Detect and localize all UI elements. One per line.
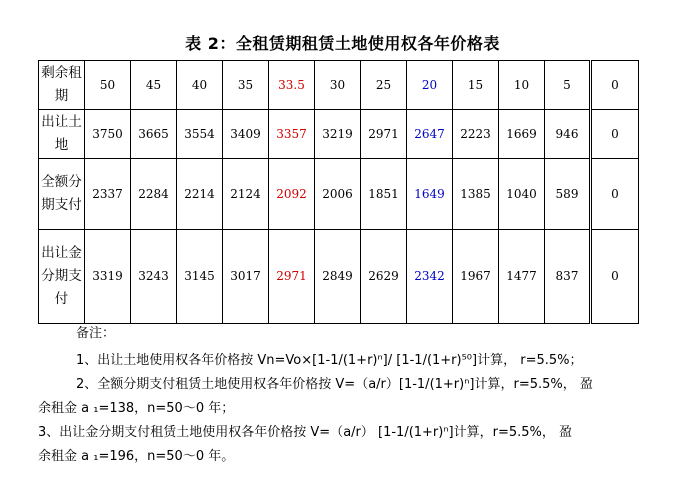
note-line: 余租金 a ₁=196，n=50～0 年。 — [38, 449, 235, 464]
table-cell: 3357 — [269, 110, 315, 159]
table-header-row — [39, 61, 639, 110]
table-cell: 0 — [591, 159, 639, 230]
note-line: 1、出让土地使用权各年价格按 Vn=Vo×[1-1/(1+r)ⁿ]/ [1-1/(1+r)⁵⁰]计算， r=5.5%； — [76, 353, 583, 368]
header-cell: 10 — [499, 61, 545, 110]
table-cell: 3319 — [85, 230, 131, 324]
table-cell: 3219 — [315, 110, 361, 159]
table-cell: 2337 — [85, 159, 131, 230]
note-line: 余租金 a ₁=138，n=50～0 年； — [38, 401, 235, 416]
table-cell: 589 — [545, 159, 591, 230]
table-cell: 2284 — [131, 159, 177, 230]
row-label: 出让土地 — [39, 110, 85, 159]
header-cell: 33.5 — [269, 61, 315, 110]
table-cell: 3750 — [85, 110, 131, 159]
table-cell: 837 — [545, 230, 591, 324]
table-cell: 1649 — [407, 159, 453, 230]
table-cell: 2647 — [407, 110, 453, 159]
header-cell: 40 — [177, 61, 223, 110]
row-label: 出让金分期支付 — [39, 230, 85, 324]
table-row — [39, 159, 639, 230]
table-title: 表 2：全租赁期租赁土地使用权各年价格表 — [185, 34, 500, 53]
header-cell: 20 — [407, 61, 453, 110]
table-cell: 2971 — [361, 110, 407, 159]
table-cell: 0 — [591, 230, 639, 324]
table-cell: 2849 — [315, 230, 361, 324]
table-cell: 3409 — [223, 110, 269, 159]
table-cell: 2214 — [177, 159, 223, 230]
notes-heading: 备注： — [76, 326, 116, 341]
table-cell: 3243 — [131, 230, 177, 324]
header-cell: 15 — [453, 61, 499, 110]
table-row — [39, 230, 639, 324]
table-row — [39, 110, 639, 159]
table-cell: 3017 — [223, 230, 269, 324]
table-cell: 1477 — [499, 230, 545, 324]
row-label: 全额分期支付 — [39, 159, 85, 230]
header-cell: 35 — [223, 61, 269, 110]
table-cell: 2006 — [315, 159, 361, 230]
table-cell: 2342 — [407, 230, 453, 324]
header-cell: 50 — [85, 61, 131, 110]
header-cell: 5 — [545, 61, 591, 110]
table-cell: 2629 — [361, 230, 407, 324]
table-cell: 3665 — [131, 110, 177, 159]
table-cell: 2124 — [223, 159, 269, 230]
table-cell: 0 — [591, 110, 639, 159]
note-line: 3、出让金分期支付租赁土地使用权各年价格按 V=（a/r） [1-1/(1+r)ⁿ]计算，r=5.5%， 盈 — [38, 425, 572, 440]
header-cell: 30 — [315, 61, 361, 110]
table-cell: 2971 — [269, 230, 315, 324]
table-cell: 946 — [545, 110, 591, 159]
table-cell: 1040 — [499, 159, 545, 230]
table-cell: 1851 — [361, 159, 407, 230]
price-table — [38, 60, 639, 324]
table-cell: 1967 — [453, 230, 499, 324]
note-line: 2、全额分期支付租赁土地使用权各年价格按 V=（a/r）[1-1/(1+r)ⁿ]计算，r=5.5%， 盈 — [76, 377, 593, 392]
table-cell: 3145 — [177, 230, 223, 324]
table-cell: 1669 — [499, 110, 545, 159]
header-label: 剩余租期 — [39, 61, 85, 110]
header-cell: 45 — [131, 61, 177, 110]
table-cell: 2223 — [453, 110, 499, 159]
header-cell: 0 — [591, 61, 639, 110]
table-cell: 1385 — [453, 159, 499, 230]
table-cell: 3554 — [177, 110, 223, 159]
table-cell: 2092 — [269, 159, 315, 230]
header-cell: 25 — [361, 61, 407, 110]
